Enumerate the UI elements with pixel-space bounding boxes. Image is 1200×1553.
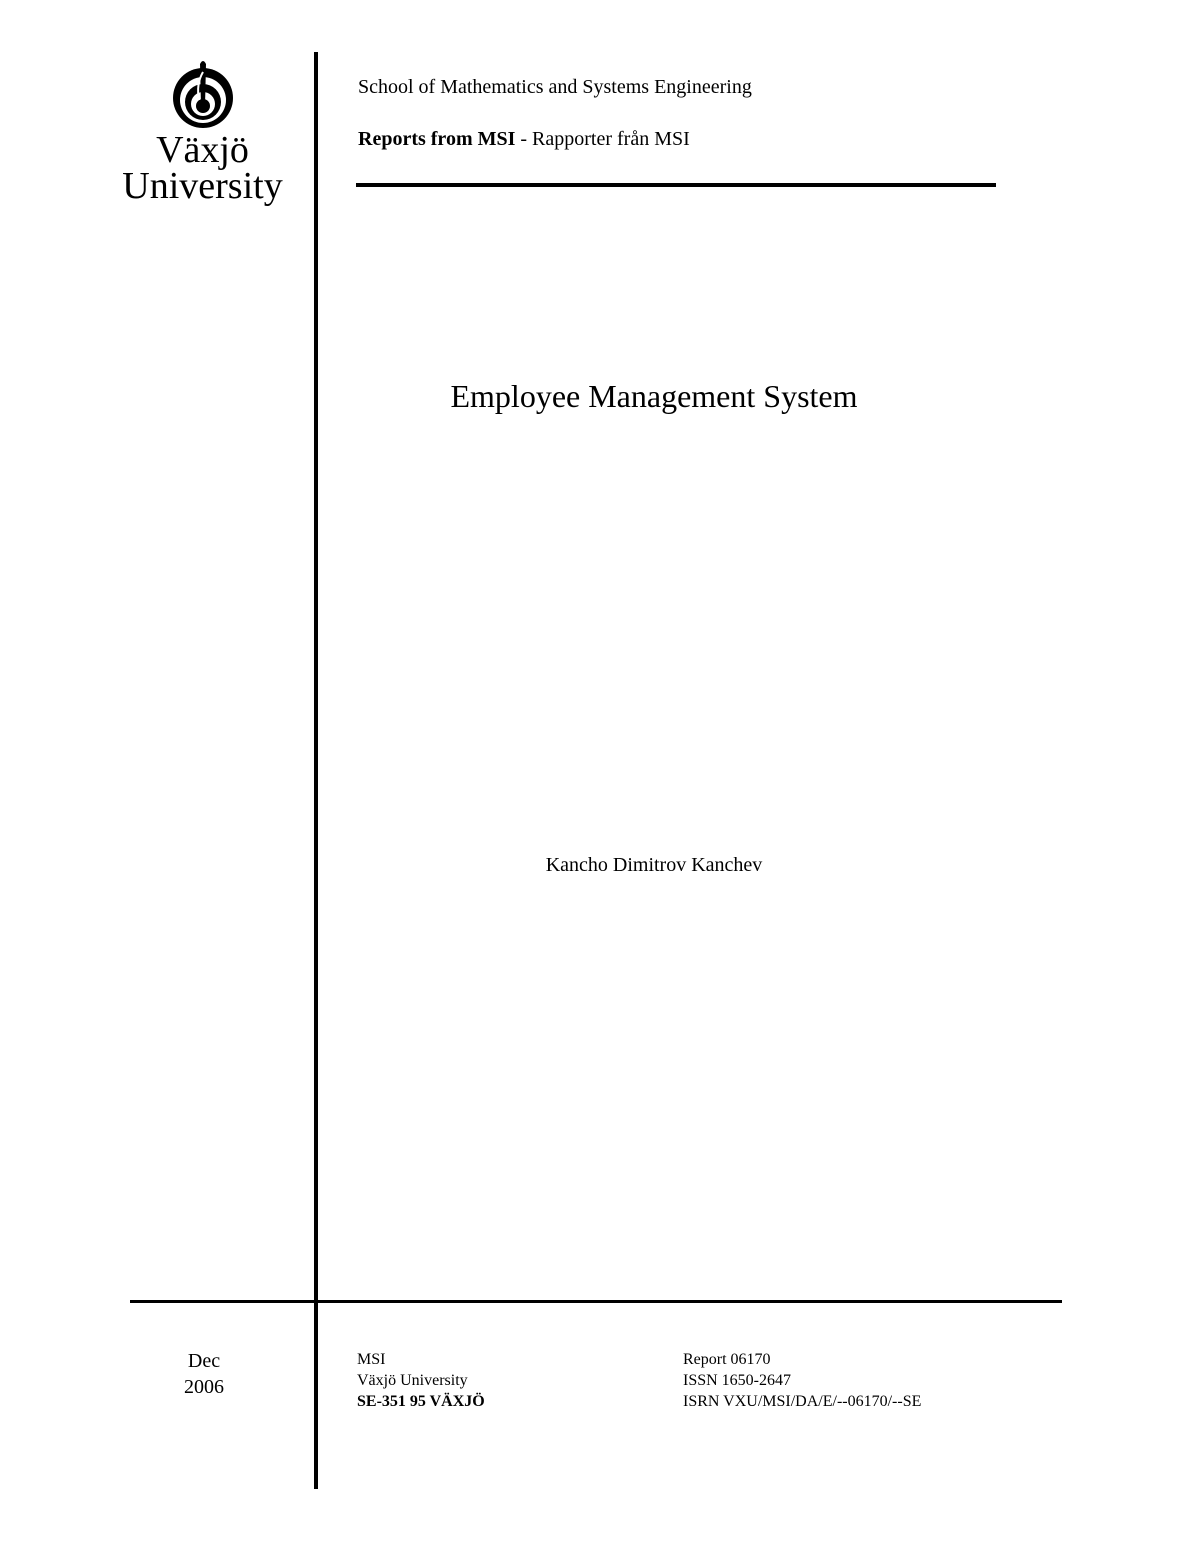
university-emblem-icon xyxy=(172,60,234,132)
report-info-block xyxy=(683,1349,921,1412)
footer-divider xyxy=(130,1300,1062,1303)
school-name: School of Mathematics and Systems Engineering xyxy=(358,76,752,98)
logo-name-line2: University xyxy=(122,165,283,207)
report-series-subtitle: - Rapporter från MSI xyxy=(515,128,690,150)
university-logo xyxy=(110,60,295,215)
address-line: MSI xyxy=(357,1351,386,1368)
publication-date xyxy=(150,1348,258,1400)
issn: ISSN 1650-2647 xyxy=(683,1372,792,1389)
document-title: Employee Management System xyxy=(450,378,858,414)
isrn: ISRN VXU/MSI/DA/E/--06170/--SE xyxy=(683,1393,922,1410)
report-series xyxy=(358,126,690,152)
vertical-divider xyxy=(314,52,318,1489)
author-name: Kancho Dimitrov Kanchev xyxy=(545,854,763,876)
address-line: Växjö University xyxy=(357,1372,468,1389)
report-number: Report 06170 xyxy=(683,1351,771,1368)
address-block xyxy=(357,1349,485,1412)
logo-name-line1: Växjö xyxy=(156,129,249,171)
publication-year: 2006 xyxy=(184,1376,224,1398)
address-line: SE-351 95 VÄXJÖ xyxy=(357,1393,485,1410)
header-divider xyxy=(356,183,996,187)
publication-month: Dec xyxy=(187,1350,221,1372)
report-series-bold: Reports from MSI xyxy=(358,128,516,150)
